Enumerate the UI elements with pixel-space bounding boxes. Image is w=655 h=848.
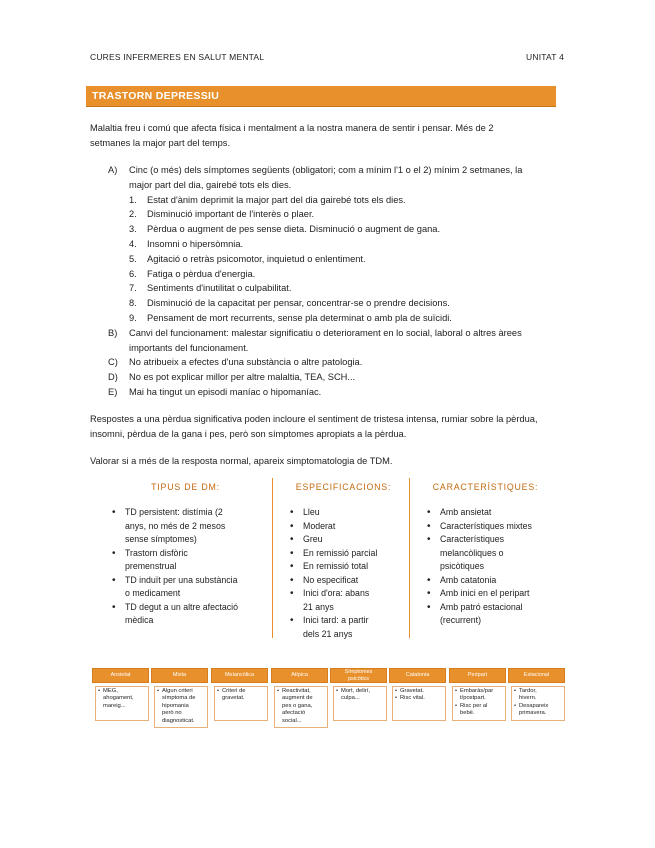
card-title: Catatonia [389,668,446,683]
list-item: • Embaràs/par t/postpart. [455,688,503,703]
list-item: 9. Pensament de mort recurrents, sense pla determinat o amb pla de suïcidi. [129,312,452,323]
list-item: • TD persistent: distímia (2 anys, no més de 2 mesos sense símptomes) [103,506,268,547]
loss-paragraph: Respostes a una pèrdua significativa poden incloure el sentiment de tristesa intensa, rumiar sobre la pèrdua, insomni, pèrdua de la gana i pes, però son símptomes apropiats a la pèrdua. [90,414,538,439]
column-heading: TIPUS DE DM: [151,482,220,492]
list-item: • Reactivitat, augment de pes o gana, afectació social... [277,688,325,725]
section-title: TRASTORN DEPRESSIU [92,90,220,102]
list-item: 6. Fatiga o pèrdua d'energia. [129,268,256,279]
criterion-e: E) Mai ha tingut un episodi maníac o hipomaníac. [108,386,322,397]
card-body [392,686,446,721]
card-mixed [151,668,208,728]
list-item: • Característiques melancòliques o psicòtiques [418,533,553,574]
column-characteristics [418,476,553,638]
card-psychotic [330,668,387,721]
card-peripartum [449,668,506,721]
card-title: Peripart [449,668,506,683]
card-catatonia [389,668,446,721]
card-title: Mixta [151,668,208,683]
column-divider [409,478,410,638]
column-heading: ESPECIFICACIONS: [295,482,392,492]
card-atypical [271,668,328,728]
list-item: • Amb catatonia [418,574,553,588]
list-item: • Lleu [281,506,406,520]
card-body [214,686,268,721]
list-item: • Característiques mixtes [418,520,553,534]
card-title: Atípica [271,668,328,683]
list-item: • Desapareix primavera. [514,703,562,718]
list-item: • Greu [281,533,406,547]
list-item: 7. Sentiments d'inutilitat o culpabilitat. [129,283,292,294]
card-body [154,686,208,728]
column-specifiers [281,476,406,638]
list-item: 2. Disminució important de l'interès o plaer. [129,209,315,220]
assessment-paragraph: Valorar si a més de la resposta normal, apareix simptomatologia de TDM. [90,456,393,466]
card-title: Melancòlica [211,668,268,683]
list-item: • TD degut a un altre afectació mèdica [103,601,268,628]
column-divider [272,478,273,638]
list-item: • En remissió parcial [281,547,406,561]
card-body [511,686,565,721]
card-melancholic [211,668,268,721]
list-item: • Criteri de gravetat. [217,688,265,703]
list-item: • Tardor, hivern. [514,688,562,703]
card-title: Símptomes psicòtics [330,668,387,683]
list-item: • MEG, ahogament, mareig... [98,688,146,710]
list-item: • Amb ansietat [418,506,553,520]
running-header-unit: UNITAT 4 [526,52,564,62]
symptom-list [108,193,563,326]
list-item: • Mort, delirí, culpa... [336,688,384,703]
card-title: Ansietat [92,668,149,683]
list-item: 8. Disminució de la capacitat per pensar, concentrar-se o prendre decisions. [129,298,450,309]
card-body [95,686,149,721]
running-header-course: CURES INFERMERES EN SALUT MENTAL [90,52,265,62]
list-item: • Amb patró estacional (recurrent) [418,601,553,628]
section-title-bar [86,86,556,107]
list-item: • Amb inici en el peripart [418,587,553,601]
card-title: Estacional [508,668,565,683]
list-item: • No especificat [281,574,406,588]
list-item: 1. Estat d'ànim deprimit la major part del dia gairebé tots els dies. [129,194,406,205]
list-item: • TD induït per una substància o medicament [103,574,268,601]
list-item: 5. Agitació o retràs psicomotor, inquietud o enlentiment. [129,253,366,264]
list-item: • En remissió total [281,560,406,574]
list-item: 3. Pèrdua o augment de pes sense dieta. Disminució o augment de gana. [129,224,441,235]
intro-paragraph: Malaltia freu i comú que afecta física i mentalment a la nostra manera de sentir i pensar. Més de 2 setmanes la major part del temps. [90,123,494,148]
list-item: • Trastorn disfòric premenstrual [103,547,268,574]
card-body [333,686,387,721]
list-item: • Risc vital. [395,695,443,702]
card-seasonal [508,668,565,721]
list-item: • Moderat [281,520,406,534]
classification-columns [103,476,553,638]
list-item: 4. Insomni o hipersòmnia. [129,238,244,249]
column-heading: CARACTERÍSTIQUES: [432,482,539,492]
card-anxiety [92,668,149,721]
list-item: • Inici d'ora: abans 21 anys [281,587,406,614]
card-body [452,686,506,721]
list-item: • Algun criteri símptoma de hipomania però no diagnosticat. [157,688,205,725]
criterion-d: D) No es pot explicar millor per altre malaltia, TEA, SCH... [108,372,356,383]
criteria-list [108,163,563,400]
list-item: • Gravetat. [395,688,443,695]
criterion-b: B) Canvi del funcionament: malestar significatiu o deteriorament en lo social, laboral o altres àrees importants del funcionament. [108,327,522,353]
criterion-a: A) Cinc (o més) dels símptomes següents (obligatori; com a mínim l'1 o el 2) mínim 2 setmanes, la major part del dia, gairebé tots els dies. [108,165,523,190]
list-item: • Inici tard: a partir dels 21 anys [281,614,406,641]
card-body [274,686,328,728]
list-item: • Risc per al bebè. [455,703,503,718]
criterion-c: C) No atribueix a efectes d'una substància o altre patologia. [108,357,363,368]
column-types [103,476,268,638]
